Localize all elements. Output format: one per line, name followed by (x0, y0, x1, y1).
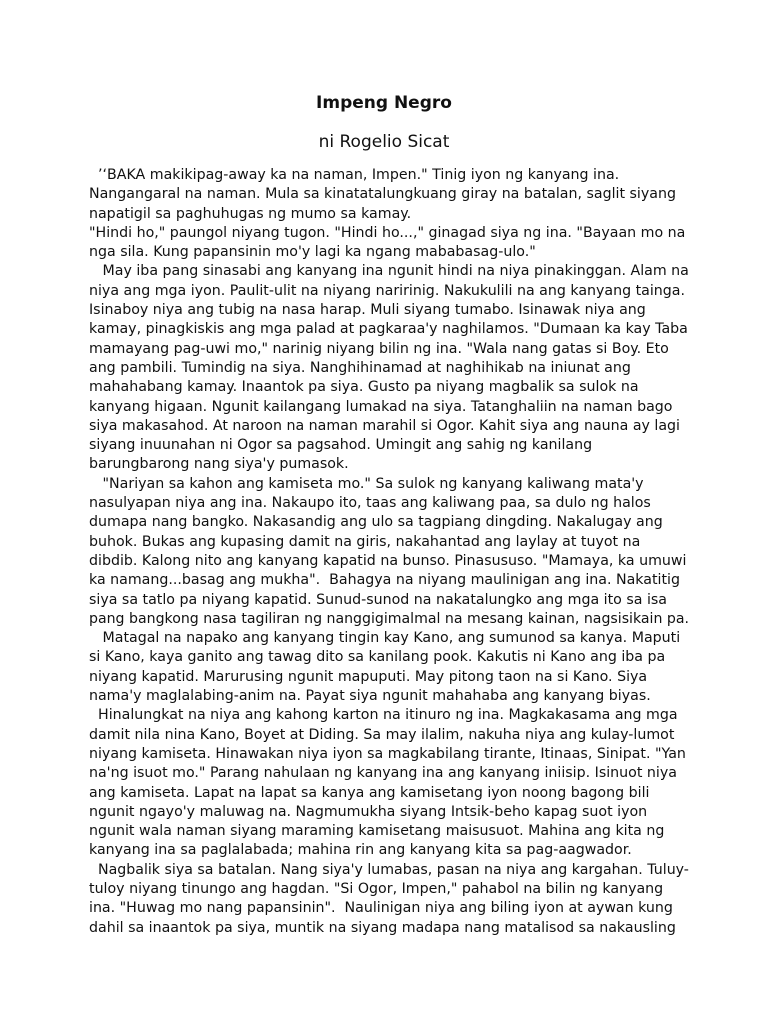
body-line: "Nariyan sa kahon ang kamiseta mo." Sa sulok ng kanyang kaliwang mata'y (89, 475, 644, 492)
body-line: ’‘BAKA makikipag-away ka na naman, Impen." Tinig iyon ng kanyang ina. (89, 167, 620, 183)
body-line: "Hindi ho," paungol niyang tugon. "Hindi ho...," ginagad siya ng ina. "Bayaan mo na (89, 224, 686, 241)
body-line: na'ng isuot mo." Parang nahulaan ng kanyang ina ang kanyang iniisip. Isinuot niya (89, 765, 677, 782)
body-line: napatigil sa paghuhugas ng mumo sa kamay. (89, 205, 412, 222)
body-line: niya ang mga iyon. Paulit-ulit na niyang naririnig. Nakukulili na ang kanyang tainga. (89, 282, 686, 299)
body-line: ang kamiseta. Lapat na lapat sa kanya ang kamisetang iyon noong bagong bili (89, 784, 650, 801)
body-line: ngunit ngayo'y maluwag na. Nagmumukha siyang Intsik-beho kapag suot iyon (89, 803, 648, 820)
body-line: pang bangkong nasa tagiliran ng nanggigimalmal na mesang kainan, nagsisikain pa. (89, 610, 690, 627)
body-line: niyang kapatid. Marurusing ngunit mapuputi. May pitong taon na si Kano. Siya (89, 668, 648, 685)
body-line: Matagal na napako ang kanyang tingin kay Kano, ang sumunod sa kanya. Maputi (89, 630, 681, 647)
body-line: Isinaboy niya ang tubig na nasa harap. Muli siyang tumabo. Isinawak niya ang (89, 302, 646, 319)
body-line: niyang kamiseta. Hinawakan niya iyon sa magkabilang tirante, Itinaas, Sinipat. "Yan (89, 745, 686, 762)
body-line: damit nila nina Kano, Boyet at Diding. Sa may ilalim, nakuha niya ang kulay-lumot (89, 726, 675, 743)
body-line: ka namang...basag ang mukha". Bahagya na niyang maulinigan ang ina. Nakatitig (89, 572, 680, 589)
body-line: siyang inuunahan ni Ogor sa pagsahod. Umingit ang sahig ng kanilang (89, 437, 593, 454)
body-line: nasulyapan niya ang ina. Nakaupo ito, taas ang kaliwang paa, sa dulo ng halos (89, 495, 651, 512)
body-line: kamay, pinagkiskis ang mga palad at pagkaraa'y naghilamos. "Dumaan ka kay Taba (89, 321, 688, 338)
body-line: Hinalungkat na niya ang kahong karton na itinuro ng ina. Magkakasama ang mga (89, 707, 678, 724)
body-line: Nangangaral na naman. Mula sa kinatatalungkuang giray na batalan, saglit siyang (89, 186, 676, 203)
body-line: Nagbalik siya sa batalan. Nang siya'y lumabas, pasan na niya ang kargahan. Tuluy- (89, 861, 689, 878)
body-line: nga sila. Kung papansinin mo'y lagi ka ngang mababasag-ulo." (89, 244, 536, 261)
body-line: kanyang higaan. Ngunit kailangang lumakad na siya. Tatanghaliin na naman bago (89, 398, 673, 415)
body-line: dibdib. Kalong nito ang kanyang kapatid na bunso. Pinasususo. "Mamaya, ka umuwi (89, 552, 687, 569)
body-line: si Kano, kaya ganito ang tawag dito sa kanilang pook. Kakutis ni Kano ang iba pa (89, 649, 666, 666)
body-line: kanyang ina sa paglalabada; mahina rin ang kanyang kita sa pag-aagwador. (89, 842, 632, 859)
body-line: mahahabang kamay. Inaantok pa siya. Gusto pa niyang magbalik sa sulok na (89, 379, 639, 396)
document-title: Impeng Negro (316, 93, 452, 113)
body-line: May iba pang sinasabi ang kanyang ina ngunit hindi na niya pinakinggan. Alam na (89, 263, 689, 280)
body-line: siya sa tatlo pa niyang kapatid. Sunud-sunod na nakatalungko ang mga ito sa isa (89, 591, 667, 608)
body-line: dahil sa inaantok pa siya, muntik na siyang madapa nang matalisod sa nakausling (89, 919, 676, 936)
body-line: tuloy niyang tinungo ang hagdan. "Si Ogor, Impen," pahabol na bilin ng kanyang (89, 880, 664, 897)
body-line: ina. "Huwag mo nang papansinin". Naulinigan niya ang biling iyon at aywan kung (89, 900, 673, 917)
body-line: dumapa nang bangko. Nakasandig ang ulo sa tagpiang dingding. Nakalugay ang (89, 514, 663, 531)
body-line: mamayang pag-uwi mo," narinig niyang bilin ng ina. "Wala nang gatas si Boy. Eto (89, 340, 669, 357)
body-line: barungbarong nang siya'y pumasok. (89, 456, 349, 473)
document-body (89, 166, 689, 938)
body-line: ang pambili. Tumindig na siya. Nanghihinamad at naghihikab na iniunat ang (89, 359, 631, 376)
body-line: nama'y maglalabing-anim na. Payat siya ngunit mahahaba ang kanyang biyas. (89, 688, 651, 705)
body-line: ngunit wala naman siyang maraming kamisetang maisusuot. Mahina ang kita ng (89, 823, 665, 840)
body-line: siya makasahod. At naroon na naman marahil si Ogor. Kahit siya ang nauna ay lagi (89, 417, 681, 434)
body-line: buhok. Bukas ang kupasing damit na giris, nakahantad ang laylay at tuyot na (89, 533, 641, 550)
document-author: ni Rogelio Sicat (318, 132, 450, 152)
